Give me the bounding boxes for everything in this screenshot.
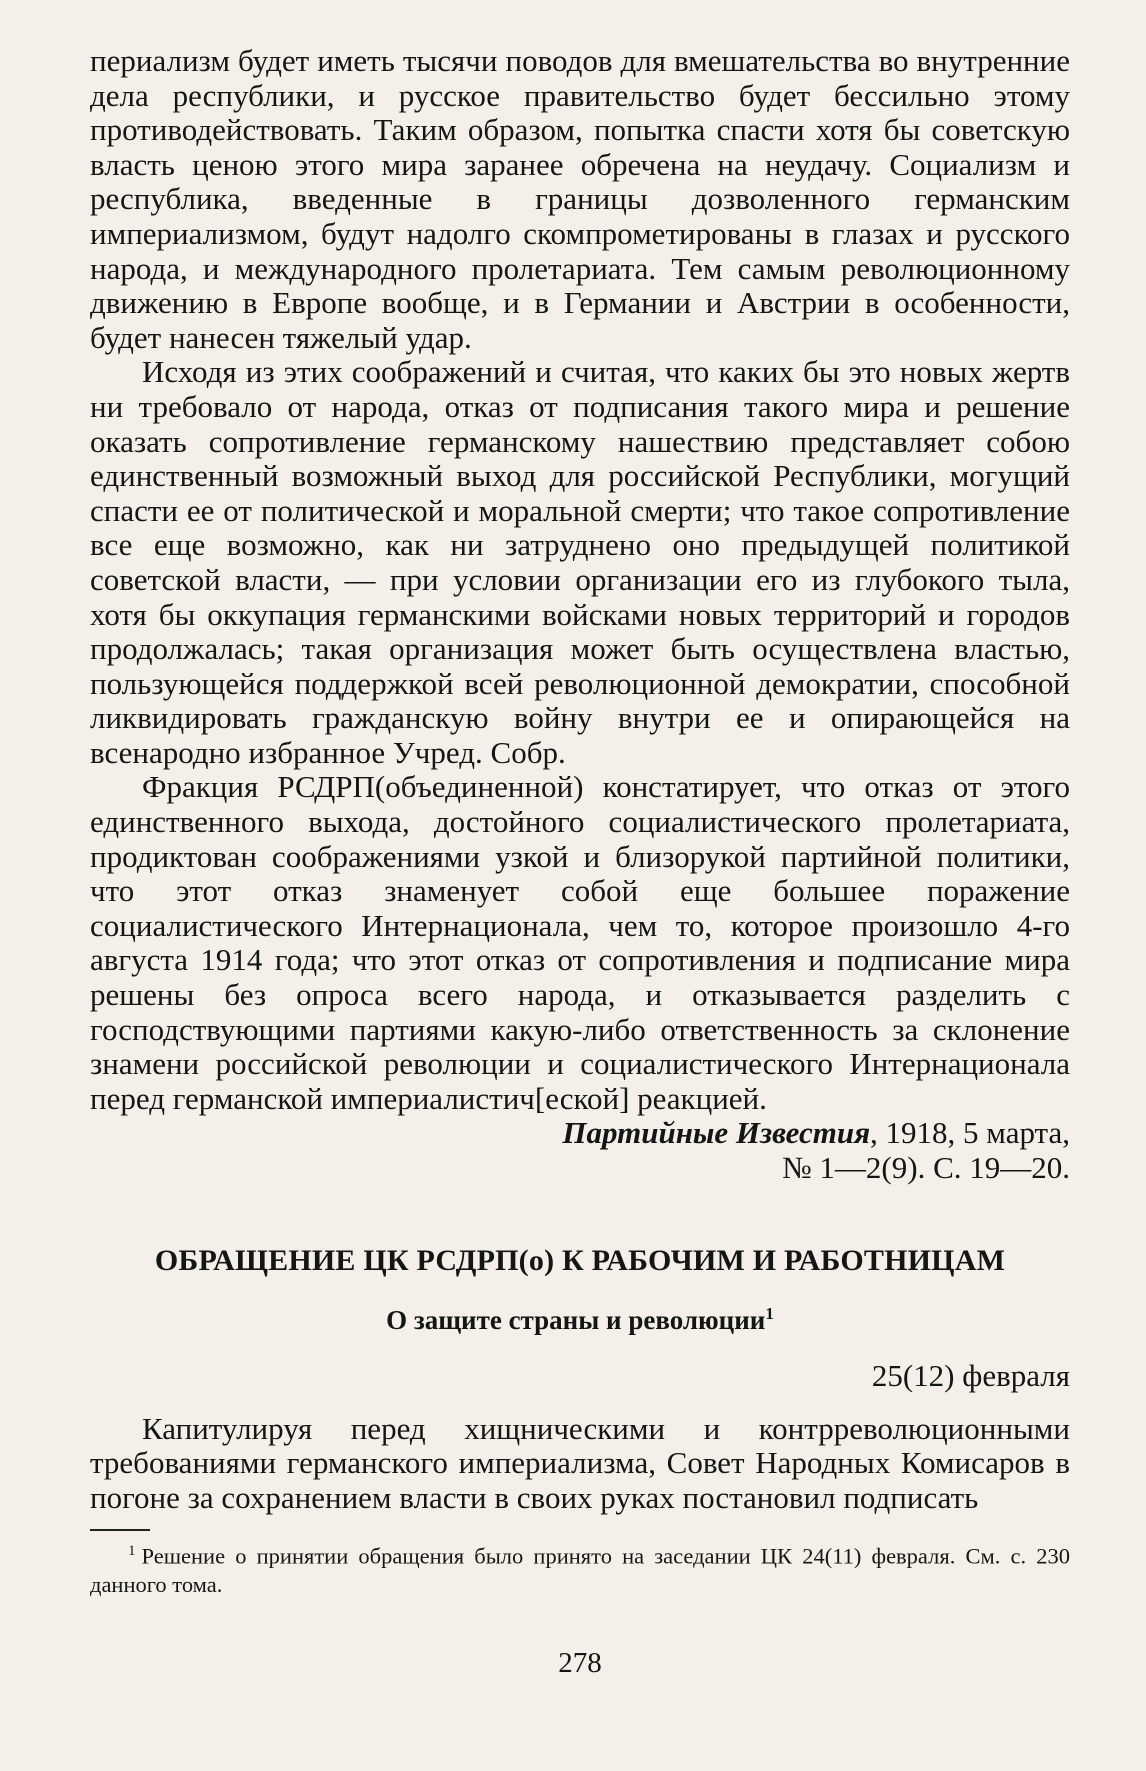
source-details: , 1918, 5 марта, bbox=[870, 1115, 1070, 1151]
section-subheading bbox=[90, 1304, 1070, 1336]
page-number: 278 bbox=[558, 1646, 602, 1679]
body-paragraph-3: Фракция РСДРП(объединенной) констатирует, что отказ от этого единственного выхода, достойного социалистического пролетариата, продиктован соображениями узкой и близорукой партийной политики, что этот отказ знаменует собой еще большее поражение социалистического Интернационала, чем то, которое произошло 4-го августа 1914 года; что этот отказ от сопротивления и подписание мира решены без опроса всего народа, и отказывается разделить с господствующими партиями какую-либо ответственность за склонение знамени российской революции и социалистического Интернационала перед германской империалистич[еской] реакцией. bbox=[90, 769, 1070, 1116]
footnote-marker: 1 bbox=[765, 1303, 774, 1323]
source-title: Партийные Известия bbox=[562, 1115, 871, 1151]
section-paragraph-1: Капитулируя перед хищническими и контрреволюционными требованиями германского империализма, Совет Народных Комисаров в погоне за сохранением власти в своих руках постановил подписать bbox=[90, 1410, 1070, 1515]
source-issue: № 1—2(9). С. 19—20. bbox=[782, 1150, 1070, 1185]
page bbox=[90, 44, 1070, 1680]
body-paragraph-1: периализм будет иметь тысячи поводов для вмешательства во внутренние дела республики, и русское правительство будет бессильно этому противодействовать. Таким образом, попытка спасти хотя бы советскую власть ценою этого мира заранее обречена на неудачу. Социализм и республика, введенные в границы дозволенного германским империализмом, будут надолго скомпрометированы в глазах и русского народа, и международного пролетариата. Тем самым революционному движению в Европе вообще, и в Германии и Австрии в особенности, будет нанесен тяжелый удар. bbox=[90, 43, 1070, 355]
subheading-text: О защите страны и революции bbox=[386, 1304, 766, 1335]
body-paragraph-2: Исходя из этих соображений и считая, что каких бы это новых жертв ни требовало от народа, отказ от подписания такого мира и решение оказать сопротивление германскому нашествию представляет собою единственный возможный выход для российской Республики, могущий спасти ее от политической и моральной смерти; что такое сопротивление все еще возможно, как ни затруднено оно предыдущей политикой советской власти, — при условии организации его из глубокого тыла, хотя бы оккупация германскими войсками новых территорий и городов продолжалась; такая организация может быть осуществлена властью, пользующейся поддержкой всей революционной демократии, способной ликвидировать гражданскую войну внутри ее и опирающейся на всенародно избранное Учред. Собр. bbox=[90, 354, 1070, 770]
footnote-number: 1 bbox=[128, 1543, 136, 1560]
source-citation bbox=[90, 1116, 1070, 1151]
footnote-text: Решение о принятии обращения было принято на заседании ЦК 24(11) февраля. См. с. 230 данного тома. bbox=[90, 1543, 1070, 1597]
document-date: 25(12) февраля bbox=[871, 1357, 1070, 1393]
section-heading: ОБРАЩЕНИЕ ЦК РСДРП(о) К РАБОЧИМ И РАБОТНИЦАМ bbox=[154, 1243, 1006, 1277]
footnote bbox=[90, 1537, 1070, 1599]
